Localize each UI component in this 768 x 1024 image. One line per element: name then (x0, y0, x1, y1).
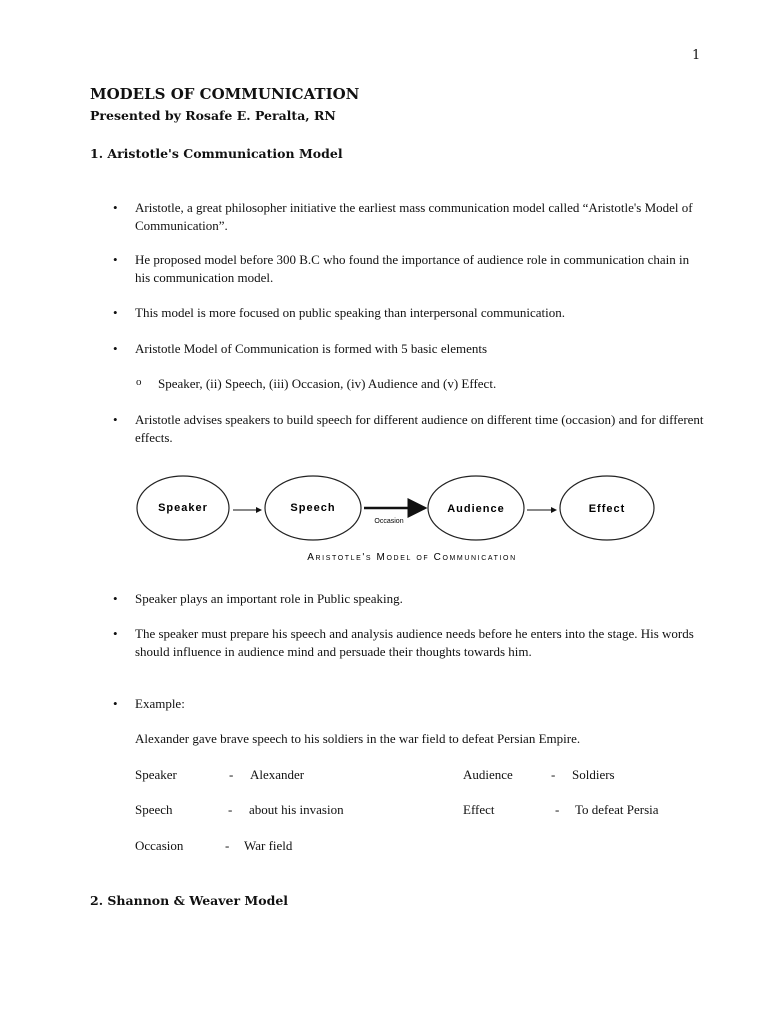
bullet-text: The speaker must prepare his speech and analysis audience needs before he enters into the stage. His words should influence in audience mind and persuade their thoughts towards him. (135, 626, 694, 659)
bullet-icon: • (113, 626, 118, 641)
example-audience-value: Soldiers (572, 767, 615, 782)
bullet-icon: • (113, 305, 118, 320)
example-sentence: Alexander gave brave speech to his soldiers in the war field to defeat Persian Empire. (135, 731, 581, 746)
bullet-text: Aristotle advises speakers to build speech for different audience on different time (occasion) and for different effects. (135, 412, 704, 445)
bullet-text: Speaker plays an important role in Public speaking. (135, 591, 403, 606)
example-effect-value: To defeat Persia (575, 802, 659, 817)
example-dash: - (225, 838, 230, 853)
example-speaker-value: Alexander (250, 767, 305, 782)
example-occasion-value: War field (244, 838, 293, 853)
example-speaker-label: Speaker (135, 767, 177, 782)
bullet-icon: • (113, 412, 118, 427)
example-effect-label: Effect (463, 802, 495, 817)
bullet-icon: • (113, 252, 118, 267)
section-heading-aristotle: 1. Aristotle's Communication Model (90, 146, 343, 161)
audience-label: Audience (447, 503, 505, 515)
speech-label: Speech (290, 502, 336, 514)
bullet-icon: • (113, 341, 118, 356)
bullet-text: Aristotle, a great philosopher initiative the earliest mass communication model called “Aristotle's Model of Communication”. (135, 200, 693, 233)
bullet-icon: • (113, 591, 118, 606)
bullet-text: This model is more focused on public speaking than interpersonal communication. (135, 305, 565, 320)
aristotle-model-diagram (127, 463, 662, 568)
speaker-label: Speaker (158, 502, 208, 514)
section-heading-shannon-weaver: 2. Shannon & Weaver Model (90, 893, 289, 908)
page-number: 1 (692, 48, 701, 63)
example-occasion-label: Occasion (135, 838, 184, 853)
diagram-caption: Aristotle's Model of Communication (307, 552, 517, 563)
bullet-text: Aristotle Model of Communication is formed with 5 basic elements (135, 341, 488, 356)
bullet-icon: • (113, 696, 118, 711)
bullet-text: Example: (135, 696, 185, 711)
effect-label: Effect (588, 503, 626, 515)
sub-bullet-text: Speaker, (ii) Speech, (iii) Occasion, (iv) Audience and (v) Effect. (158, 376, 497, 391)
circle-bullet-icon: o (136, 376, 142, 388)
example-audience-label: Audience (463, 767, 513, 782)
document-title: MODELS OF COMMUNICATION (90, 85, 360, 103)
bullet-text: He proposed model before 300 B.C who found the importance of audience role in communication chain in his communication model. (135, 252, 690, 285)
example-speech-label: Speech (135, 802, 173, 817)
example-speech-value: about his invasion (249, 802, 344, 817)
example-dash: - (228, 802, 233, 817)
example-dash: - (551, 767, 556, 782)
example-dash: - (229, 767, 234, 782)
presenter-line: Presented by Rosafe E. Peralta, RN (90, 108, 336, 123)
occasion-label: Occasion (374, 518, 404, 525)
bullet-icon: • (113, 200, 118, 215)
example-dash: - (555, 802, 560, 817)
